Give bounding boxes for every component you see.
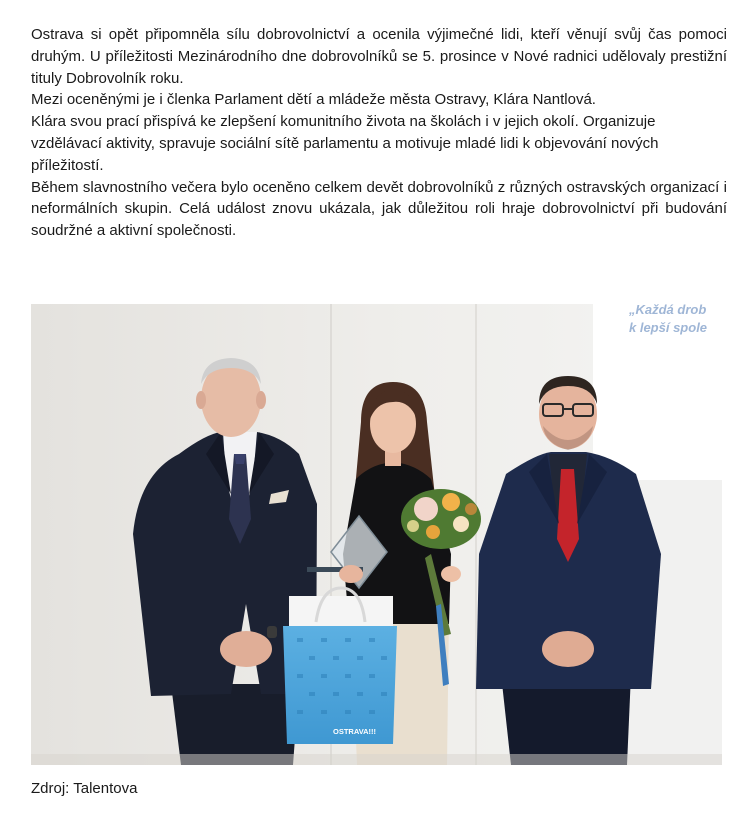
floor-shadow — [31, 754, 722, 765]
paragraph-intro: Ostrava si opět připomněla sílu dobrovolnictví a ocenila výjimečné lidi, kteří věnují svůj čas pomoci druhým. U příležitosti Mezinárodního dne dobrovolníků se 5. prosince v Nové radnici udělovaly prestižní tituly Dobrovolník roku. — [31, 26, 727, 87]
banner-text-line1: „Každá drob — [629, 304, 707, 317]
paragraph-activities: Klára svou prací přispívá ke zlepšení komunitního života na školách i v jejich okolí. Organizuje vzdělávací aktivity, spravuje sociální sítě parlamentu a motivuje mladé lidi k objevování nových příležitostí. — [31, 113, 659, 174]
award-photo — [31, 304, 722, 765]
gift-bag — [283, 588, 397, 744]
paragraph-awardee: Mezi oceněnými je i členka Parlament dětí a mládeže města Ostravy, Klára Nantlová. — [31, 91, 596, 109]
article-body — [31, 24, 727, 242]
banner-text-line2: k lepší spole — [629, 320, 708, 335]
paragraph-ceremony: Během slavnostního večera bylo oceněno celkem devět dobrovolníků z různých ostravských organizací i neformálních skupin. Celá událost znovu ukázala, jak důležitou roli hraje dobrovolnictví při budování soudržné a aktivní společnosti. — [31, 178, 727, 240]
photo-source-caption: Zdroj: Talentova — [31, 780, 138, 797]
award-photo-illustration — [31, 304, 722, 765]
bag-logo: OSTRAVA!!! — [333, 727, 377, 736]
